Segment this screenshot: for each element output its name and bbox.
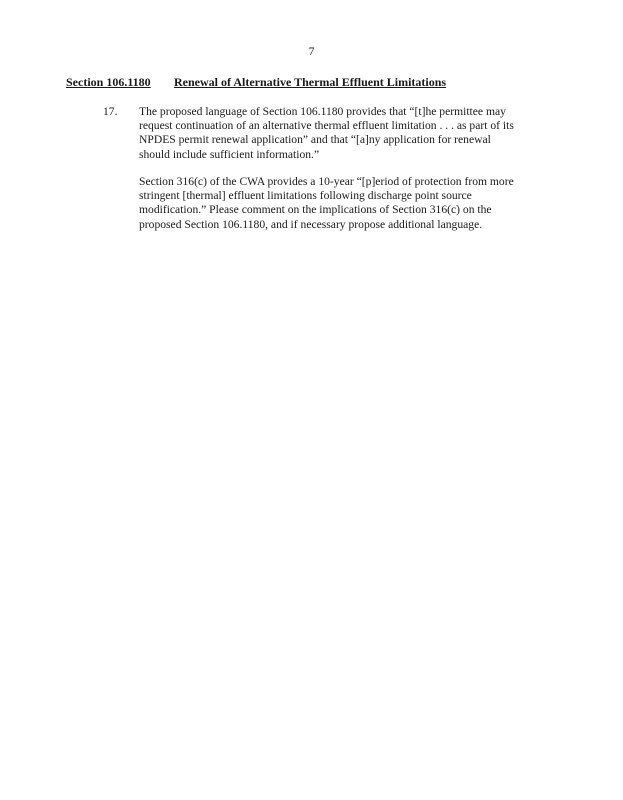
paragraph-line: request continuation of an alternative thermal effluent limitation . . . as part of its — [139, 119, 514, 133]
paragraph-line: stringent [thermal] effluent limitations following discharge point source — [139, 189, 472, 203]
paragraph-line: proposed Section 106.1180, and if necessary propose additional language. — [139, 217, 483, 231]
section-heading — [66, 75, 446, 90]
page-number: 7 — [308, 44, 315, 58]
paragraph-line: should include sufficient information.” — [139, 147, 320, 161]
section-number: Section 106.1180 — [66, 75, 151, 89]
section-title: Renewal of Alternative Thermal Effluent Limitations — [174, 75, 447, 89]
paragraph-number: 17. — [103, 105, 118, 118]
paragraph-line: Section 316(c) of the CWA provides a 10-year “[p]eriod of protection from more — [139, 175, 514, 188]
paragraph-line: NPDES permit renewal application” and that “[a]ny application for renewal — [139, 133, 491, 147]
paragraph-section-316c — [139, 175, 534, 232]
paragraph-line: modification.” Please comment on the implications of Section 316(c) on the — [139, 203, 492, 217]
paragraph-17 — [139, 105, 534, 162]
paragraph-line: The proposed language of Section 106.1180 provides that “[t]he permittee may — [139, 105, 506, 118]
